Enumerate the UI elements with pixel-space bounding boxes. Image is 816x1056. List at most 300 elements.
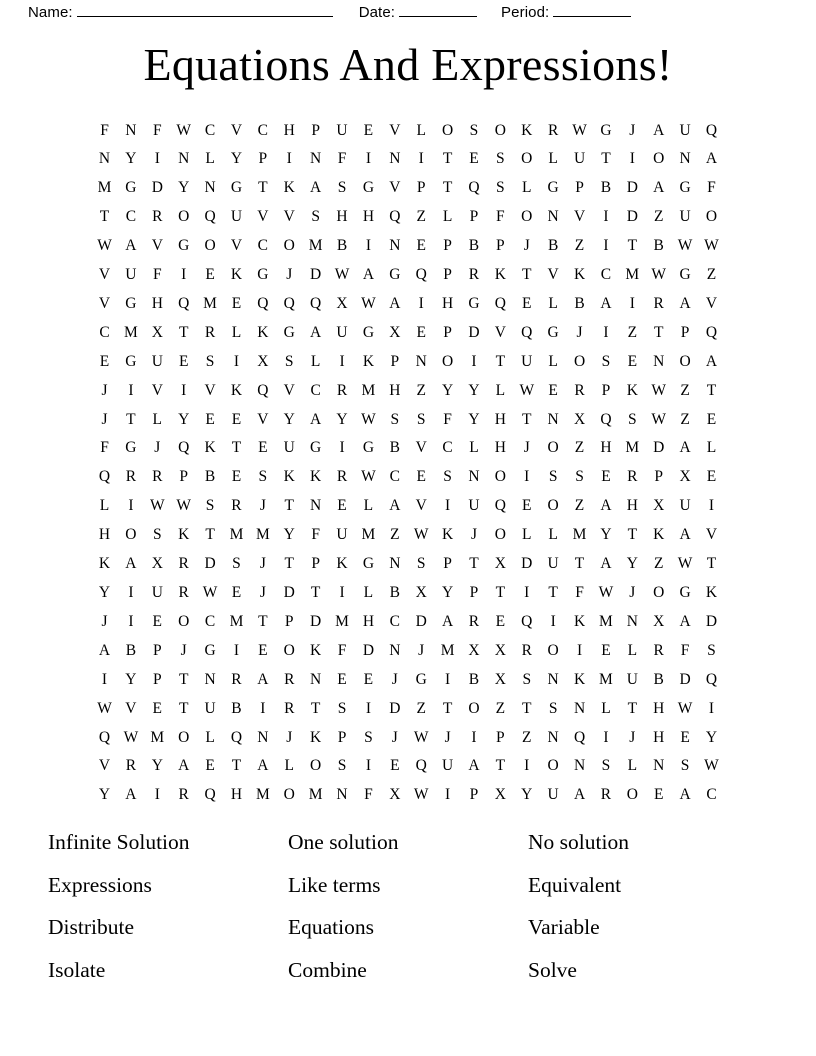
grid-cell[interactable]: W xyxy=(413,526,429,544)
grid-cell[interactable]: E xyxy=(680,728,690,746)
grid-cell[interactable]: X xyxy=(494,555,506,573)
grid-cell[interactable]: I xyxy=(286,150,292,168)
grid-cell[interactable]: H xyxy=(98,526,111,544)
grid-cell[interactable]: S xyxy=(628,410,637,428)
grid-cell[interactable]: A xyxy=(310,410,322,428)
grid-cell[interactable]: S xyxy=(258,468,268,486)
grid-cell[interactable]: S xyxy=(152,526,162,544)
grid-cell[interactable]: D xyxy=(204,555,216,573)
grid-cell[interactable]: K xyxy=(310,468,322,486)
grid-cell[interactable]: I xyxy=(471,352,477,370)
grid-cell[interactable]: T xyxy=(442,179,453,197)
grid-cell[interactable]: M xyxy=(255,786,270,804)
grid-cell[interactable]: O xyxy=(521,150,533,168)
grid-cell[interactable]: U xyxy=(336,323,348,341)
grid-cell[interactable]: T xyxy=(284,555,294,573)
grid-cell[interactable]: D xyxy=(310,266,322,284)
grid-cell[interactable]: M xyxy=(361,381,376,399)
grid-cell[interactable]: B xyxy=(653,237,664,255)
grid-cell[interactable]: W xyxy=(651,410,667,428)
grid-cell[interactable]: T xyxy=(495,352,506,370)
grid-cell[interactable]: I xyxy=(128,584,134,602)
grid-cell[interactable]: Q xyxy=(283,294,295,312)
grid-cell[interactable]: J xyxy=(154,439,161,457)
grid-cell[interactable]: O xyxy=(441,121,454,139)
grid-cell[interactable]: M xyxy=(625,439,640,457)
grid-cell[interactable]: G xyxy=(362,439,375,457)
grid-cell[interactable]: R xyxy=(152,468,163,486)
grid-cell[interactable]: S xyxy=(337,179,347,197)
grid-cell[interactable]: T xyxy=(178,323,189,341)
grid-cell[interactable]: T xyxy=(258,179,268,197)
grid-cell[interactable]: D xyxy=(468,323,480,341)
grid-cell[interactable]: S xyxy=(575,468,584,486)
grid-cell[interactable]: I xyxy=(154,786,160,804)
grid-cell[interactable]: B xyxy=(468,237,480,255)
grid-cell[interactable]: R xyxy=(284,670,295,688)
grid-cell[interactable]: X xyxy=(494,670,506,688)
grid-cell[interactable]: V xyxy=(705,526,718,544)
grid-cell[interactable]: G xyxy=(679,179,691,197)
grid-cell[interactable]: D xyxy=(310,612,322,630)
grid-cell[interactable]: S xyxy=(496,179,505,197)
grid-cell[interactable]: T xyxy=(99,208,110,226)
grid-cell[interactable]: R xyxy=(574,381,585,399)
grid-cell[interactable]: L xyxy=(442,208,453,226)
grid-cell[interactable]: X xyxy=(389,323,401,341)
grid-cell[interactable]: C xyxy=(204,612,216,630)
grid-cell[interactable]: V xyxy=(151,381,163,399)
grid-cell[interactable]: S xyxy=(232,555,241,573)
grid-cell[interactable]: A xyxy=(362,266,375,284)
grid-cell[interactable]: E xyxy=(337,497,347,515)
grid-cell[interactable]: L xyxy=(469,439,479,457)
grid-cell[interactable]: Z xyxy=(627,323,638,341)
grid-cell[interactable]: J xyxy=(391,728,398,746)
grid-cell[interactable]: S xyxy=(416,410,426,428)
grid-cell[interactable]: S xyxy=(364,728,373,746)
grid-cell[interactable]: F xyxy=(364,786,373,804)
grid-cell[interactable]: Q xyxy=(204,786,216,804)
grid-cell[interactable]: S xyxy=(496,150,505,168)
grid-cell[interactable]: V xyxy=(125,699,137,717)
grid-cell[interactable]: A xyxy=(600,555,612,573)
grid-cell[interactable]: Q xyxy=(389,208,401,226)
grid-cell[interactable]: A xyxy=(389,497,401,515)
grid-cell[interactable]: S xyxy=(390,410,400,428)
grid-cell[interactable]: T xyxy=(706,555,717,573)
grid-cell[interactable]: B xyxy=(204,468,216,486)
grid-cell[interactable]: Y xyxy=(441,584,454,602)
grid-cell[interactable]: D xyxy=(626,208,638,226)
grid-cell[interactable]: T xyxy=(574,555,585,573)
grid-cell[interactable]: Z xyxy=(574,237,585,255)
grid-cell[interactable]: M xyxy=(229,612,244,630)
grid-cell[interactable]: U xyxy=(547,786,559,804)
grid-cell[interactable]: O xyxy=(283,237,295,255)
grid-cell[interactable]: Y xyxy=(125,150,137,168)
grid-cell[interactable]: C xyxy=(125,208,137,226)
grid-cell[interactable]: K xyxy=(283,179,295,197)
grid-cell[interactable]: O xyxy=(204,237,216,255)
grid-cell[interactable]: I xyxy=(629,294,635,312)
grid-cell[interactable]: Y xyxy=(705,728,718,746)
grid-cell[interactable]: E xyxy=(469,150,479,168)
grid-cell[interactable]: Y xyxy=(626,555,638,573)
grid-cell[interactable]: Y xyxy=(151,757,163,775)
grid-cell[interactable]: S xyxy=(548,699,558,717)
grid-cell[interactable]: Y xyxy=(283,410,295,428)
grid-cell[interactable]: M xyxy=(599,670,613,688)
grid-cell[interactable]: E xyxy=(416,237,426,255)
grid-cell[interactable]: Z xyxy=(416,208,426,226)
grid-cell[interactable]: Y xyxy=(521,786,533,804)
grid-cell[interactable]: C xyxy=(257,237,269,255)
grid-cell[interactable]: L xyxy=(548,352,558,370)
grid-cell[interactable]: C xyxy=(706,786,717,804)
grid-cell[interactable]: G xyxy=(310,439,322,457)
grid-cell[interactable]: T xyxy=(627,699,638,717)
grid-cell[interactable]: X xyxy=(151,323,163,341)
grid-cell[interactable]: U xyxy=(441,757,454,775)
grid-cell[interactable]: U xyxy=(125,266,137,284)
grid-cell[interactable]: X xyxy=(573,410,586,428)
grid-cell[interactable]: L xyxy=(627,641,638,659)
word-bank-item[interactable]: Infinite Solution xyxy=(48,830,190,855)
grid-cell[interactable]: U xyxy=(151,352,163,370)
grid-cell[interactable]: H xyxy=(441,294,454,312)
grid-cell[interactable]: I xyxy=(339,584,345,602)
grid-cell[interactable]: I xyxy=(550,612,556,630)
grid-cell[interactable]: W xyxy=(202,584,218,602)
grid-cell[interactable]: W xyxy=(704,757,719,775)
grid-cell[interactable]: V xyxy=(230,121,243,139)
grid-cell[interactable]: J xyxy=(576,323,583,341)
grid-cell[interactable]: I xyxy=(101,670,108,688)
grid-cell[interactable]: U xyxy=(468,497,480,515)
grid-cell[interactable]: J xyxy=(180,641,187,659)
grid-cell[interactable]: I xyxy=(603,237,609,255)
word-bank-item[interactable]: Combine xyxy=(288,957,367,982)
grid-cell[interactable]: Q xyxy=(257,294,269,312)
grid-cell[interactable]: V xyxy=(389,121,401,139)
grid-cell[interactable]: K xyxy=(230,266,243,284)
grid-cell[interactable]: H xyxy=(626,497,638,515)
grid-cell[interactable]: Y xyxy=(600,526,612,544)
grid-cell[interactable]: O xyxy=(547,497,559,515)
grid-cell[interactable]: J xyxy=(286,266,293,284)
grid-cell[interactable]: E xyxy=(601,468,611,486)
grid-cell[interactable]: S xyxy=(522,670,532,688)
grid-cell[interactable]: I xyxy=(445,497,451,515)
grid-cell[interactable]: N xyxy=(336,786,348,804)
grid-cell[interactable]: E xyxy=(548,381,558,399)
grid-cell[interactable]: U xyxy=(336,121,348,139)
grid-cell[interactable]: Y xyxy=(468,381,480,399)
grid-cell[interactable]: X xyxy=(653,497,665,515)
grid-cell[interactable]: J xyxy=(629,584,636,602)
grid-cell[interactable]: N xyxy=(257,728,269,746)
grid-cell[interactable]: E xyxy=(653,786,664,804)
grid-cell[interactable]: H xyxy=(389,381,401,399)
grid-cell[interactable]: Q xyxy=(415,266,427,284)
grid-cell[interactable]: E xyxy=(231,584,242,602)
grid-cell[interactable]: P xyxy=(443,266,452,284)
grid-cell[interactable]: F xyxy=(680,641,690,659)
grid-cell[interactable]: L xyxy=(284,757,294,775)
grid-cell[interactable]: A xyxy=(679,294,691,312)
grid-cell[interactable]: A xyxy=(125,555,137,573)
grid-cell[interactable]: I xyxy=(181,381,187,399)
grid-cell[interactable]: W xyxy=(704,237,719,255)
grid-cell[interactable]: A xyxy=(178,757,190,775)
grid-cell[interactable]: F xyxy=(311,526,320,544)
grid-cell[interactable]: M xyxy=(97,179,112,197)
grid-cell[interactable]: P xyxy=(601,381,611,399)
grid-cell[interactable]: E xyxy=(416,323,426,341)
grid-cell[interactable]: Z xyxy=(680,381,690,399)
grid-cell[interactable]: Y xyxy=(336,410,348,428)
grid-cell[interactable]: O xyxy=(653,584,665,602)
grid-cell[interactable]: L xyxy=(363,497,374,515)
grid-cell[interactable]: I xyxy=(181,266,187,284)
grid-cell[interactable]: X xyxy=(336,294,348,312)
grid-cell[interactable]: F xyxy=(337,641,347,659)
grid-cell[interactable]: R xyxy=(547,121,559,139)
grid-cell[interactable]: U xyxy=(679,497,691,515)
grid-cell[interactable]: I xyxy=(603,728,609,746)
grid-cell[interactable]: V xyxy=(257,410,269,428)
grid-cell[interactable]: Q xyxy=(204,208,216,226)
grid-cell[interactable]: N xyxy=(573,757,586,775)
grid-cell[interactable]: S xyxy=(337,757,347,775)
grid-cell[interactable]: L xyxy=(601,699,611,717)
grid-cell[interactable]: G xyxy=(362,179,375,197)
grid-cell[interactable]: W xyxy=(97,699,112,717)
grid-cell[interactable]: W xyxy=(413,728,429,746)
grid-cell[interactable]: Q xyxy=(178,439,190,457)
grid-cell[interactable]: O xyxy=(441,352,454,370)
grid-cell[interactable]: D xyxy=(389,699,401,717)
grid-cell[interactable]: T xyxy=(442,699,453,717)
grid-cell[interactable]: V xyxy=(230,237,243,255)
grid-cell[interactable]: Z xyxy=(706,266,717,284)
grid-cell[interactable]: W xyxy=(361,410,376,428)
grid-cell[interactable]: Q xyxy=(521,612,533,630)
grid-cell[interactable]: E xyxy=(152,699,163,717)
grid-cell[interactable]: S xyxy=(548,468,558,486)
grid-cell[interactable]: O xyxy=(125,526,137,544)
grid-cell[interactable]: U xyxy=(521,352,533,370)
grid-cell[interactable]: H xyxy=(336,208,348,226)
word-bank-item[interactable]: Equivalent xyxy=(528,872,622,897)
grid-cell[interactable]: N xyxy=(178,150,190,168)
grid-cell[interactable]: D xyxy=(283,584,295,602)
grid-cell[interactable]: V xyxy=(257,208,269,226)
grid-cell[interactable]: K xyxy=(521,121,533,139)
grid-cell[interactable]: J xyxy=(444,728,451,746)
grid-cell[interactable]: G xyxy=(230,179,243,197)
grid-cell[interactable]: K xyxy=(362,352,375,370)
grid-cell[interactable]: P xyxy=(258,150,268,168)
grid-cell[interactable]: G xyxy=(204,641,216,659)
grid-cell[interactable]: W xyxy=(176,497,191,515)
grid-cell[interactable]: H xyxy=(653,699,665,717)
grid-cell[interactable]: I xyxy=(365,237,371,255)
grid-cell[interactable]: W xyxy=(677,555,693,573)
grid-cell[interactable]: V xyxy=(98,266,111,284)
grid-cell[interactable]: H xyxy=(494,410,506,428)
grid-cell[interactable]: P xyxy=(680,323,690,341)
grid-cell[interactable]: R xyxy=(204,323,216,341)
grid-cell[interactable]: T xyxy=(284,497,294,515)
grid-cell[interactable]: I xyxy=(128,497,134,515)
grid-cell[interactable]: A xyxy=(653,121,665,139)
grid-cell[interactable]: U xyxy=(336,526,348,544)
grid-cell[interactable]: N xyxy=(547,410,559,428)
grid-cell[interactable]: P xyxy=(152,641,162,659)
grid-cell[interactable]: Z xyxy=(390,526,400,544)
grid-cell[interactable]: D xyxy=(679,670,691,688)
grid-cell[interactable]: Y xyxy=(178,410,190,428)
grid-cell[interactable]: J xyxy=(418,641,425,659)
grid-cell[interactable]: J xyxy=(259,497,266,515)
grid-cell[interactable]: P xyxy=(416,179,426,197)
grid-cell[interactable]: W xyxy=(677,237,693,255)
grid-cell[interactable]: N xyxy=(547,670,559,688)
grid-cell[interactable]: T xyxy=(522,699,532,717)
grid-cell[interactable]: J xyxy=(523,439,530,457)
word-bank-item[interactable]: Expressions xyxy=(48,872,152,897)
grid-cell[interactable]: N xyxy=(389,237,401,255)
grid-cell[interactable]: A xyxy=(441,612,454,630)
grid-cell[interactable]: T xyxy=(706,381,717,399)
grid-cell[interactable]: A xyxy=(600,497,612,515)
grid-cell[interactable]: P xyxy=(469,584,479,602)
grid-cell[interactable]: L xyxy=(363,584,374,602)
grid-cell[interactable]: O xyxy=(178,612,190,630)
grid-cell[interactable]: G xyxy=(547,323,559,341)
grid-cell[interactable]: N xyxy=(310,670,322,688)
grid-cell[interactable]: R xyxy=(627,468,638,486)
grid-cell[interactable]: B xyxy=(125,641,137,659)
period-write-line[interactable] xyxy=(553,5,631,17)
grid-cell[interactable]: J xyxy=(259,584,266,602)
grid-cell[interactable]: P xyxy=(337,728,347,746)
grid-cell[interactable]: K xyxy=(178,526,190,544)
grid-cell[interactable]: Z xyxy=(680,410,690,428)
grid-cell[interactable]: A xyxy=(653,179,665,197)
grid-cell[interactable]: Q xyxy=(98,468,111,486)
grid-cell[interactable]: T xyxy=(653,323,664,341)
grid-cell[interactable]: Z xyxy=(653,208,664,226)
grid-cell[interactable]: P xyxy=(496,237,505,255)
grid-cell[interactable]: D xyxy=(362,641,375,659)
grid-cell[interactable]: X xyxy=(415,584,427,602)
grid-cell[interactable]: G xyxy=(125,179,137,197)
grid-cell[interactable]: I xyxy=(576,641,583,659)
grid-cell[interactable]: E xyxy=(416,468,426,486)
grid-cell[interactable]: O xyxy=(310,757,322,775)
grid-cell[interactable]: I xyxy=(603,323,609,341)
grid-cell[interactable]: Z xyxy=(574,497,585,515)
grid-cell[interactable]: J xyxy=(470,526,477,544)
grid-cell[interactable]: F xyxy=(152,266,162,284)
grid-cell[interactable]: U xyxy=(283,439,295,457)
grid-cell[interactable]: I xyxy=(418,150,424,168)
grid-cell[interactable]: B xyxy=(389,439,400,457)
grid-cell[interactable]: N xyxy=(389,555,401,573)
grid-cell[interactable]: F xyxy=(337,150,347,168)
grid-cell[interactable]: E xyxy=(627,352,638,370)
grid-cell[interactable]: S xyxy=(205,352,215,370)
grid-cell[interactable]: I xyxy=(418,294,424,312)
grid-cell[interactable]: L xyxy=(205,728,215,746)
grid-cell[interactable]: A xyxy=(679,439,691,457)
grid-cell[interactable]: W xyxy=(572,121,587,139)
grid-cell[interactable]: H xyxy=(151,294,163,312)
grid-cell[interactable]: Y xyxy=(230,150,243,168)
grid-cell[interactable]: L xyxy=(548,526,558,544)
grid-cell[interactable]: K xyxy=(626,381,638,399)
grid-cell[interactable]: N xyxy=(547,208,559,226)
grid-cell[interactable]: R xyxy=(468,612,480,630)
word-bank-item[interactable]: Like terms xyxy=(288,872,381,897)
grid-cell[interactable]: G xyxy=(125,294,137,312)
grid-cell[interactable]: I xyxy=(629,150,635,168)
grid-cell[interactable]: Z xyxy=(416,381,426,399)
grid-cell[interactable]: A xyxy=(125,237,137,255)
grid-cell[interactable]: J xyxy=(101,612,108,630)
grid-cell[interactable]: N xyxy=(204,670,216,688)
grid-cell[interactable]: U xyxy=(626,670,638,688)
grid-cell[interactable]: B xyxy=(468,670,480,688)
grid-cell[interactable]: I xyxy=(128,381,134,399)
grid-cell[interactable]: Y xyxy=(468,410,480,428)
grid-cell[interactable]: Q xyxy=(415,757,427,775)
grid-cell[interactable]: I xyxy=(445,670,451,688)
grid-cell[interactable]: U xyxy=(151,584,163,602)
grid-cell[interactable]: E xyxy=(495,612,506,630)
grid-cell[interactable]: I xyxy=(603,208,609,226)
grid-cell[interactable]: G xyxy=(679,584,691,602)
grid-cell[interactable]: K xyxy=(705,584,718,602)
grid-cell[interactable]: R xyxy=(178,786,189,804)
grid-cell[interactable]: D xyxy=(626,179,638,197)
grid-cell[interactable]: S xyxy=(284,352,294,370)
grid-cell[interactable]: A xyxy=(125,786,137,804)
grid-cell[interactable]: I xyxy=(154,150,160,168)
grid-cell[interactable]: T xyxy=(310,584,321,602)
grid-cell[interactable]: Q xyxy=(705,670,718,688)
grid-cell[interactable]: E xyxy=(231,410,242,428)
grid-cell[interactable]: W xyxy=(413,786,429,804)
grid-cell[interactable]: Q xyxy=(257,381,269,399)
grid-cell[interactable]: V xyxy=(204,381,216,399)
grid-cell[interactable]: B xyxy=(600,179,612,197)
grid-cell[interactable]: Y xyxy=(441,381,454,399)
grid-cell[interactable]: L xyxy=(548,150,558,168)
grid-cell[interactable]: G xyxy=(178,237,190,255)
grid-cell[interactable]: Z xyxy=(416,699,426,717)
grid-cell[interactable]: N xyxy=(468,468,480,486)
grid-cell[interactable]: L xyxy=(231,323,242,341)
grid-cell[interactable]: F xyxy=(100,439,109,457)
grid-cell[interactable]: W xyxy=(598,584,614,602)
grid-cell[interactable]: L xyxy=(627,757,638,775)
grid-cell[interactable]: N xyxy=(626,612,638,630)
grid-cell[interactable]: M xyxy=(229,526,244,544)
